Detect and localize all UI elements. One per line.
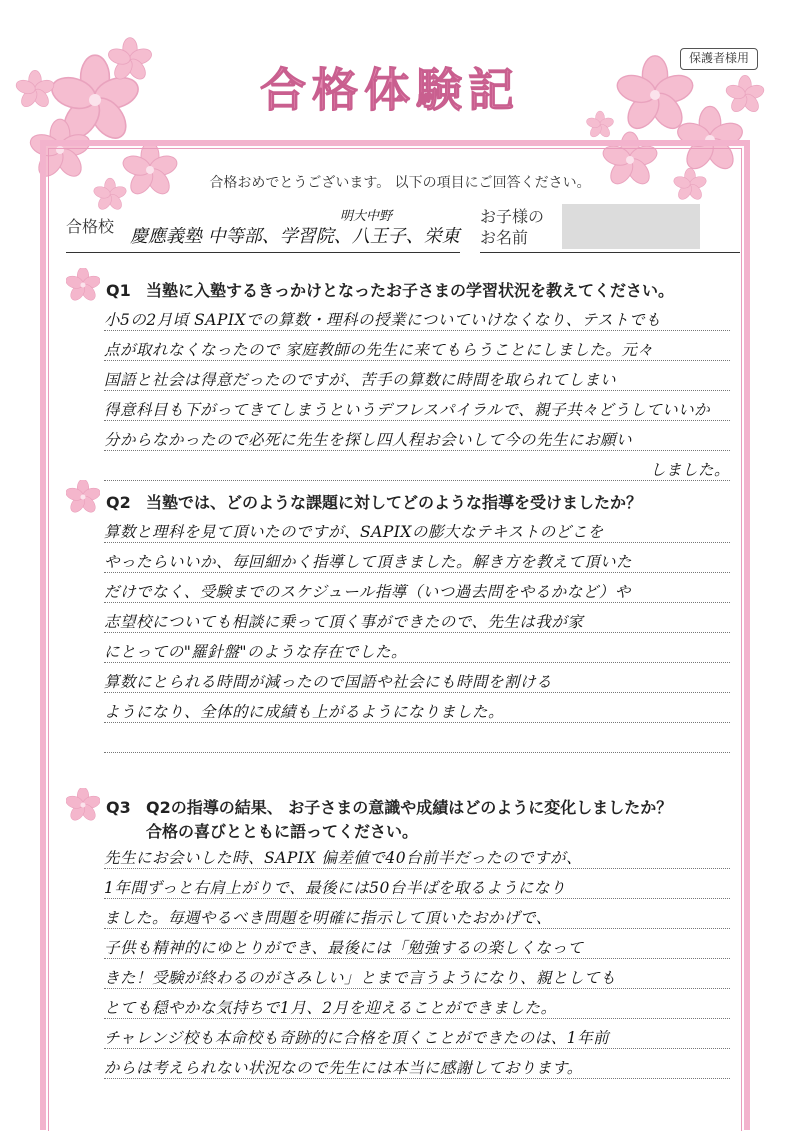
ruled-line xyxy=(104,480,730,481)
q2-question-text: 当塾では、どのような課題に対してどのような指導を受けましたか？ xyxy=(146,493,643,512)
answer-line: 志望校についても相談に乗って頂く事ができたので、先生は我が家 xyxy=(104,613,584,631)
answer-line: 点が取れなくなったので 家庭教師の先生に来てもらうことにしました。元々 xyxy=(104,341,654,359)
flower-icon xyxy=(14,70,55,109)
intro-text: 合格おめでとうございます。 以下の項目にご回答ください。 xyxy=(209,175,591,191)
q1-question-text: 当塾に入塾するきっかけとなったお子さまの学習状況を教えてください。 xyxy=(146,281,675,300)
ruled-line xyxy=(104,360,730,361)
ruled-line xyxy=(104,572,730,573)
sakura-flower-icon xyxy=(66,268,100,302)
answer-line: だけでなく、受験までのスケジュール指導（いつ過去問をやるかなど）や xyxy=(104,583,631,601)
guardian-badge: 保護者様用 xyxy=(680,48,758,70)
q3-question-text: Q2の指導の結果、 お子さまの意識や成績はどのように変化しましたか？ xyxy=(146,798,673,817)
redacted-name xyxy=(562,204,700,249)
ruled-line xyxy=(104,928,730,929)
ruled-line xyxy=(104,1018,730,1019)
school-underline xyxy=(66,252,460,253)
school-value-insert: 明大中野 xyxy=(340,209,393,224)
ruled-line xyxy=(104,542,730,543)
answer-line: 算数にとられる時間が減ったので国語や社会にも時間を割ける xyxy=(104,673,553,691)
q3-question xyxy=(106,796,672,844)
school-value: 慶應義塾 中等部、学習院、八王子、栄東 xyxy=(130,226,460,247)
answer-line: 分からなかったので必死に先生を探し四人程お会いして今の先生にお願い xyxy=(104,431,633,449)
ruled-line xyxy=(104,692,730,693)
answer-line: チャレンジ校も本命校も奇跡的に合格を頂くことができたのは、1年前 xyxy=(104,1029,610,1047)
answer-line: きた！受験が終わるのがさみしい」とまで言うようになり、親としても xyxy=(104,969,617,987)
child-name-label xyxy=(480,206,560,248)
ruled-line xyxy=(104,450,730,451)
flower-icon xyxy=(585,111,614,139)
ruled-line xyxy=(104,632,730,633)
answer-line: にとっての"羅針盤"のような存在でした。 xyxy=(104,643,407,661)
q3-question-line1 xyxy=(106,796,672,820)
page-title: 合格体験記 xyxy=(260,63,520,117)
answer-line: 1年間ずっと右肩上がりで、最後には50台半ばを取るようになり xyxy=(104,879,566,897)
child-underline xyxy=(480,252,740,253)
school-label: 合格校 xyxy=(66,217,115,236)
q1-question xyxy=(106,278,674,301)
q2-question xyxy=(106,490,642,513)
answer-line: ました。毎週やるべき問題を明確に指示して頂いたおかげで、 xyxy=(104,909,552,927)
ruled-line xyxy=(104,988,730,989)
answer-line: 国語と社会は得意だったのですが、苦手の算数に時間を取られてしまい xyxy=(104,371,617,389)
answer-line: からは考えられない状況なので先生には本当に感謝しております。 xyxy=(104,1059,583,1077)
sakura-flower-icon xyxy=(66,480,100,514)
flower-icon xyxy=(106,38,153,83)
answer-line: 子供も精神的にゆとりができ、最後には「勉強するの楽しくなって xyxy=(104,939,584,957)
answer-line: ようになり、全体的に成績も上がるようになりました。 xyxy=(104,703,505,721)
child-label-line2: お名前 xyxy=(480,228,529,247)
answer-line: しました。 xyxy=(649,461,730,479)
q2-number: Q2 xyxy=(106,493,131,512)
ruled-line xyxy=(104,662,730,663)
ruled-line xyxy=(104,722,730,723)
ruled-line xyxy=(104,330,730,331)
answer-line: 先生にお会いした時、SAPIX 偏差値で40台前半だったのですが、 xyxy=(104,849,583,867)
child-label-line1: お子様の xyxy=(480,207,545,226)
q3-question-line2: 合格の喜びとともに語ってください。 xyxy=(146,822,419,841)
ruled-line xyxy=(104,1078,730,1079)
ruled-line xyxy=(104,752,730,753)
ruled-line xyxy=(104,958,730,959)
answer-line: 得意科目も下がってきてしまうというデフレスパイラルで、親子共々どうしていいか xyxy=(104,401,711,419)
ruled-line xyxy=(104,898,730,899)
ruled-line xyxy=(104,868,730,869)
answer-line: とても穏やかな気持ちで1月、2月を迎えることができました。 xyxy=(104,999,557,1017)
answer-line: 小5の2月頃 SAPIXでの算数・理科の授業についていけなくなり、テストでも xyxy=(104,311,662,329)
sakura-flower-icon xyxy=(66,788,100,822)
ruled-line xyxy=(104,602,730,603)
ruled-line xyxy=(104,1048,730,1049)
answer-line: やったらいいか、毎回細かく指導して頂きました。解き方を教えて頂いた xyxy=(104,553,633,571)
q1-number: Q1 xyxy=(106,281,131,300)
answer-line: 算数と理科を見て頂いたのですが、SAPIXの膨大なテキストのどこを xyxy=(104,523,604,541)
ruled-line xyxy=(104,390,730,391)
flower-icon xyxy=(724,75,765,114)
ruled-line xyxy=(104,420,730,421)
q3-number: Q3 xyxy=(106,798,131,817)
